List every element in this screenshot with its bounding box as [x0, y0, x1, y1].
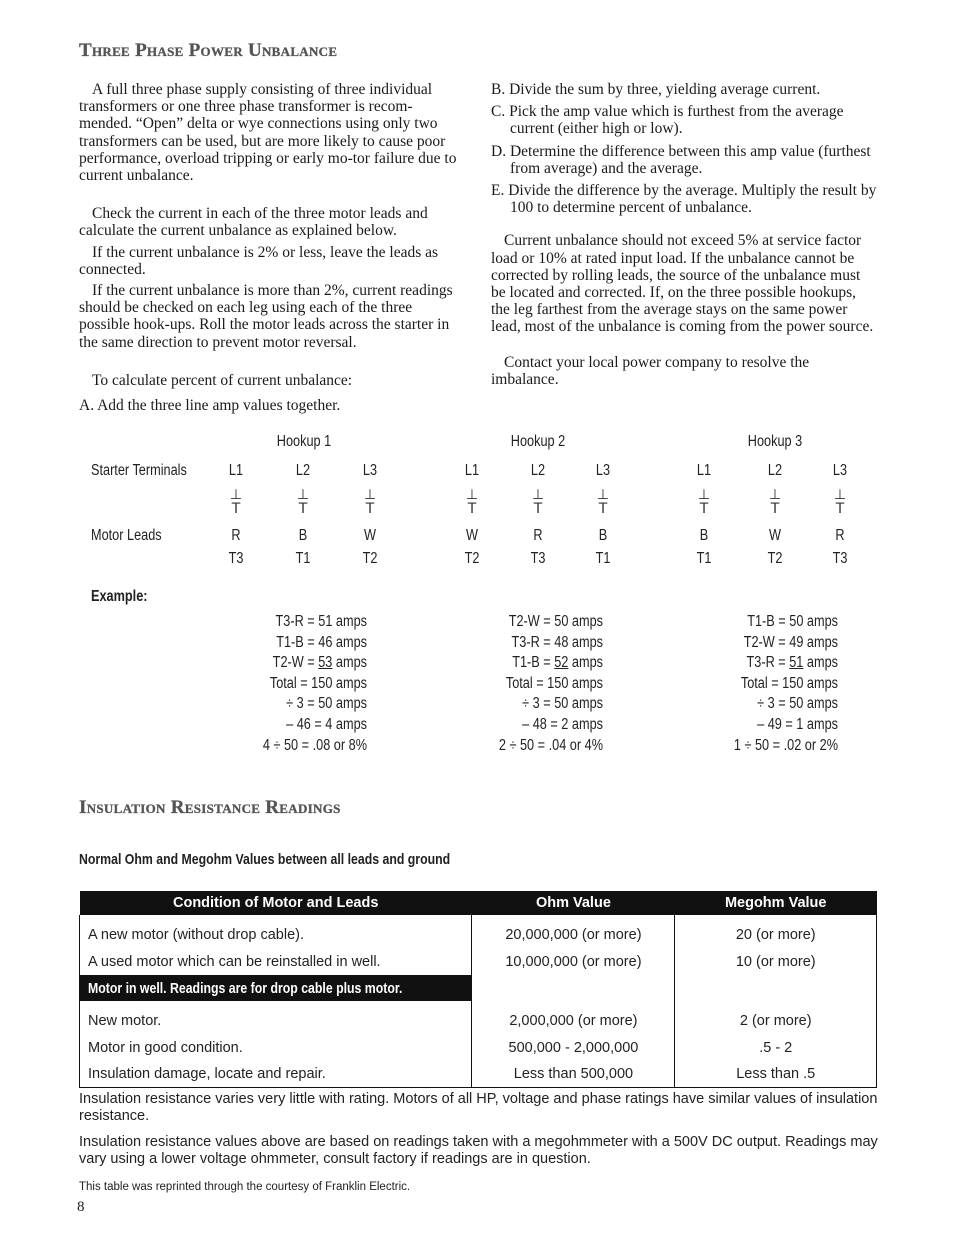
connector-icon: ⊥ T — [768, 487, 782, 517]
paragraph-check-current: Check the current in each of the three motor leads and calculate the current unbalance as explained below. — [79, 205, 428, 240]
hookup-1-lead: B — [298, 527, 308, 544]
hookup-3-lead: W — [768, 527, 781, 544]
hookup-2-title: Hookup 2 — [510, 433, 566, 450]
insulation-note-megohmmeter: Insulation resistance values above are based on readings taken with a megohmmeter with a 500V DC output. Readings may vary using a lower voltage ohmmeter, consult factory if readings are in question. — [79, 1134, 878, 1167]
table-row: A used motor which can be reinstalled in well. 10,000,000 (or more) 10 (or more) — [80, 949, 877, 975]
hookup-1-lead-number: T2 — [362, 550, 378, 567]
connector-icon: ⊥ T — [363, 487, 377, 517]
paragraph-roll-leads: If the current unbalance is more than 2%, current readings should be checked on each leg using each of the three possible hook-ups. Roll the motor leads across the starter in the same direction to prevent motor reversal. — [79, 282, 453, 351]
right-column — [491, 81, 877, 388]
hookup-2-example: T2-W = 50 amps T3-R = 48 amps T1-B = 52 amps Total = 150 amps ÷ 3 = 50 amps – 48 = 2 amps 2 ÷ 50 = .04 or 4% — [498, 613, 603, 754]
hookup-2-lead: B — [598, 527, 608, 544]
section-label-motor-in-well: Motor in well. Readings are for drop cable plus motor. — [88, 979, 403, 997]
hookup-3-lead: B — [699, 527, 709, 544]
hookup-2-terminal-l2: L2 — [530, 462, 546, 479]
table-row: New motor. 2,000,000 (or more) 2 (or more) — [80, 1001, 877, 1035]
hookup-3-lead-number: T3 — [832, 550, 848, 567]
column-header-condition: Condition of Motor and Leads — [80, 891, 472, 915]
hookup-1-terminal-l3: L3 — [362, 462, 378, 479]
hookup-3-lead: R — [835, 527, 845, 544]
paragraph-contact-power: Contact your local power company to resolve the imbalance. — [491, 353, 810, 388]
connector-icon: ⊥ T — [697, 487, 711, 517]
hookup-1-terminal-l2: L2 — [295, 462, 311, 479]
insulation-note-rating: Insulation resistance varies very little with rating. Motors of all HP, voltage and phase ratings have similar values of insulation resistance. — [79, 1091, 878, 1124]
connector-icon: ⊥ T — [229, 487, 243, 517]
connector-icon: ⊥ T — [596, 487, 610, 517]
hookup-1-lead: W — [363, 527, 376, 544]
page-number: 8 — [77, 1199, 85, 1215]
hookup-1-lead-number: T3 — [228, 550, 244, 567]
paragraph-calc-intro: To calculate percent of current unbalance: — [92, 371, 353, 389]
hookup-3-lead-number: T2 — [767, 550, 783, 567]
step-b: B. Divide the sum by three, yielding average current. — [491, 81, 821, 98]
paragraph-supply: A full three phase supply consisting of three individual transformers or one three phase transformer is recom-mended. “Open” delta or wye connections using only two transformers can be used, but are more likely to cause poor performance, overload tripping or early mo-tor failure due to current unbalance. — [79, 81, 457, 185]
step-d: D. Determine the difference between this amp value (furthest from average) and the average. — [491, 142, 871, 177]
table-row: Insulation damage, locate and repair. Less than 500,000 Less than .5 — [80, 1061, 877, 1088]
hookup-3-terminal-l2: L2 — [767, 462, 783, 479]
table-row: A new motor (without drop cable). 20,000,000 (or more) 20 (or more) — [80, 915, 877, 949]
section-heading-insulation: Insulation Resistance Readings — [79, 797, 341, 818]
hookup-1-title: Hookup 1 — [276, 433, 332, 450]
step-a: A. Add the three line amp values together. — [79, 397, 341, 415]
section-heading-unbalance: Three Phase Power Unbalance — [79, 40, 338, 61]
hookup-2-lead: W — [465, 527, 478, 544]
column-header-ohm: Ohm Value — [472, 891, 675, 915]
insulation-resistance-table — [79, 891, 877, 1088]
hookup-1-terminal-l1: L1 — [228, 462, 244, 479]
left-column — [79, 81, 464, 414]
courtesy-note: This table was reprinted through the courtesy of Franklin Electric. — [79, 1181, 411, 1193]
hookup-2-terminal-l3: L3 — [595, 462, 611, 479]
table-header-row — [80, 891, 877, 915]
hookup-3-title: Hookup 3 — [747, 433, 803, 450]
hookup-2-terminal-l1: L1 — [464, 462, 480, 479]
example-label: Example: — [91, 588, 148, 605]
connector-icon: ⊥ T — [833, 487, 847, 517]
step-c: C. Pick the amp value which is furthest from the average current (either high or low). — [491, 103, 844, 138]
hookup-2-lead-number: T1 — [595, 550, 611, 567]
hookup-1-lead: R — [231, 527, 241, 544]
hookup-3-lead-number: T1 — [696, 550, 712, 567]
paragraph-unbalance-limit: Current unbalance should not exceed 5% at service factor load or 10% at rated input load. If the unbalance cannot be corrected by rolling leads, the source of the unbalance must be located and corrected. If, on the three possible hookups, the leg farthest from the average stays on the same power lead, most of the unbalance is coming from the power source. — [491, 232, 874, 336]
table-section-row — [80, 975, 877, 1001]
connector-icon: ⊥ T — [531, 487, 545, 517]
starter-terminals-label: Starter Terminals — [91, 462, 187, 479]
hookup-3-example: T1-B = 50 amps T2-W = 49 amps T3-R = 51 amps Total = 150 amps ÷ 3 = 50 amps – 49 = 1 amps 1 ÷ 50 = .02 or 2% — [733, 613, 838, 754]
hookup-3-terminal-l1: L1 — [696, 462, 712, 479]
connector-icon: ⊥ T — [296, 487, 310, 517]
table-row: Motor in good condition. 500,000 - 2,000,000 .5 - 2 — [80, 1035, 877, 1061]
hookup-2-lead-number: T2 — [464, 550, 480, 567]
hookup-2-lead-number: T3 — [530, 550, 546, 567]
step-e: E. Divide the difference by the average. Multiply the result by 100 to determine percent of unbalance. — [491, 182, 877, 217]
hookup-3-terminal-l3: L3 — [832, 462, 848, 479]
paragraph-leave-leads: If the current unbalance is 2% or less, leave the leads as connected. — [79, 243, 439, 278]
connector-icon: ⊥ T — [465, 487, 479, 517]
column-header-megohm: Megohm Value — [675, 891, 877, 915]
hookup-2-lead: R — [533, 527, 543, 544]
hookup-1-example: T3-R = 51 amps T1-B = 46 amps T2-W = 53 amps Total = 150 amps ÷ 3 = 50 amps – 46 = 4 amps 4 ÷ 50 = .08 or 8% — [262, 613, 367, 754]
motor-leads-label: Motor Leads — [91, 527, 162, 544]
hookup-1-lead-number: T1 — [295, 550, 311, 567]
insulation-table-subtitle: Normal Ohm and Megohm Values between all leads and ground — [79, 851, 451, 868]
